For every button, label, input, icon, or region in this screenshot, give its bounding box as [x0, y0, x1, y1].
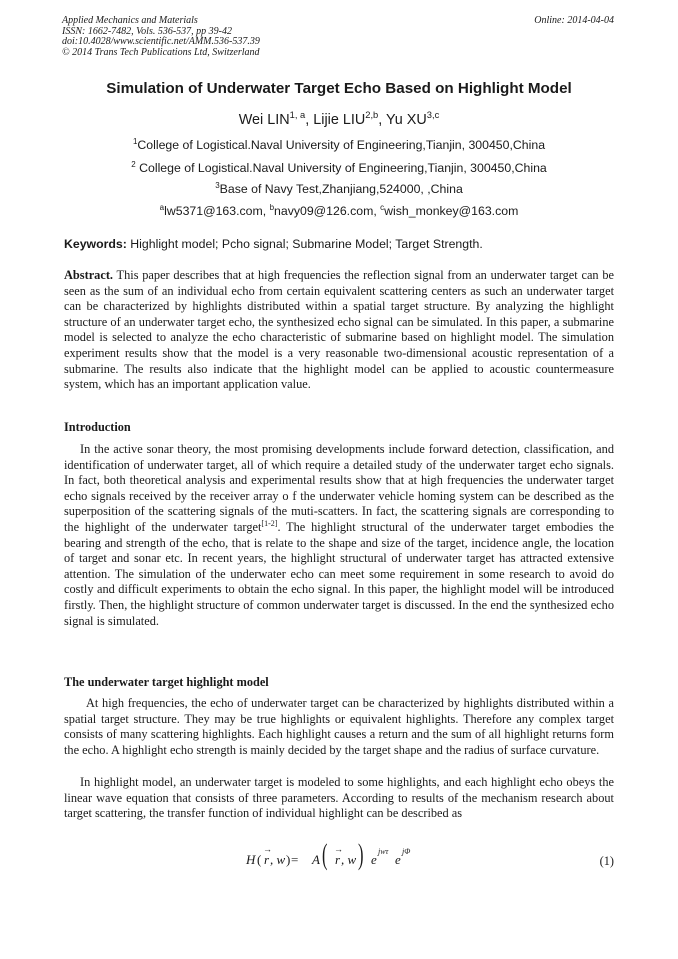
eq-exp-base: e	[371, 852, 377, 867]
introduction-paragraph	[64, 442, 614, 629]
journal-name: Applied Mechanics and Materials	[62, 15, 198, 26]
affiliation-mark: 3	[215, 180, 220, 190]
author-affiliation-mark: 3,c	[426, 110, 440, 121]
eq-amplitude: A	[312, 852, 320, 867]
email: lw5371@163.com,	[164, 204, 270, 218]
introduction-text: In the active sonar theory, the most promising developments include forward detection, classification, and identification of underwater target, all of which require a detailed study of the underwater target echo signals. In fact, both theoretical analysis and experimental results show that at high frequencies the underwater target echo signals received by the receiver array o f the underwater vehicle homing system can be described as the superposition of the scattering signals of the muti-scatters. In fact, the scattering signals are corresponding to the highlight of the underwater target	[64, 442, 614, 534]
doi: doi:10.4028/www.scientific.net/AMM.536-537.39	[62, 36, 260, 47]
eq-open-paren: (	[257, 852, 262, 867]
author-affiliation-mark: 2,b	[365, 110, 379, 121]
keywords-label: Keywords:	[64, 237, 127, 251]
copyright: © 2014 Trans Tech Publications Ltd, Switzerland	[62, 46, 260, 58]
email-mark: b	[269, 202, 275, 212]
affiliation-text: Base of Navy Test,Zhanjiang,524000, ,China	[219, 182, 463, 196]
email-mark: a	[159, 202, 165, 212]
section-heading-highlight-model: The underwater target highlight model	[64, 675, 269, 689]
affiliation-mark: 2	[131, 159, 136, 169]
eq-arg: , w	[270, 852, 286, 867]
email-mark: c	[380, 202, 385, 212]
author-separator: ,	[305, 112, 314, 128]
author-separator: ,	[378, 112, 386, 128]
section-heading-introduction: Introduction	[64, 420, 131, 434]
citation-ref: [1-2]	[261, 518, 278, 528]
eq-var-r: r	[264, 852, 270, 867]
eq-func: H	[246, 852, 256, 867]
vector-arrow-icon: →	[334, 844, 343, 854]
eq-exponent: jwτ	[378, 847, 389, 856]
eq-big-close-paren: )	[358, 838, 364, 871]
abstract-label: Abstract.	[64, 268, 114, 282]
issn: ISSN: 1662-7482, Vols. 536-537, pp 39-42	[62, 25, 232, 37]
author-name: Lijie LIU	[313, 112, 366, 128]
eq-arg: , w	[341, 852, 357, 867]
equation-number: (1)	[599, 854, 614, 868]
eq-close-paren: )	[286, 852, 291, 867]
affiliation	[0, 138, 678, 152]
eq-exponent: jΦ	[402, 847, 411, 856]
author-affiliation-mark: 1, a	[289, 110, 306, 121]
email: wish_monkey@163.com	[384, 204, 519, 218]
affiliation	[0, 161, 678, 175]
keywords-text: Highlight model; Pcho signal; Submarine Model; Target Strength.	[126, 237, 483, 251]
abstract	[64, 268, 614, 393]
affiliation	[0, 182, 678, 196]
journal-header	[62, 16, 260, 58]
vector-arrow-icon: →	[263, 844, 272, 854]
keywords	[64, 237, 616, 251]
eq-var-r: r	[335, 852, 341, 867]
affiliation-text: College of Logistical.Naval University of Engineering,Tianjin, 300450,China	[137, 138, 546, 152]
eq-exp-base: e	[395, 852, 401, 867]
eq-big-open-paren: (	[322, 838, 328, 871]
equation-1	[64, 838, 614, 880]
affiliation-text: College of Logistical.Naval University of Engineering,Tianjin, 300450,China	[135, 161, 547, 175]
introduction-text-continued: . The highlight structural of the underwater target embodies the bearing and strength of the echo, that is relate to the shape and size of the target, incidence angle, the location of target and sonar etc. In recent years, the highlight structural of underwater target has attracted extensive attention. The simulation of the underwater echo can meet some requirement in some research to avoid do costly and difficult experiments to obtain the echo signal. In this paper, the highlight model will be introduced firstly. Then, the highlight structure of common underwater target is discussed. In the end the synthesized echo signal is simulated.	[64, 519, 614, 628]
highlight-paragraph: In highlight model, an underwater target is modeled to some highlights, and each highlight echo obeys the linear wave equation that consists of three parameters. According to results of the mechanism research about target scattering, the transfer function of individual highlight can be described as	[64, 775, 614, 821]
affiliation-mark: 1	[132, 136, 138, 146]
author-name: Wei LIN	[238, 112, 290, 128]
paper-title: Simulation of Underwater Target Echo Based on Highlight Model	[106, 80, 572, 97]
author-list	[0, 112, 678, 128]
online-date: Online: 2014-04-04	[534, 15, 614, 26]
eq-equals: =	[291, 852, 299, 867]
author-name: Yu XU	[386, 112, 427, 128]
email: navy09@126.com,	[274, 204, 381, 218]
email-list	[0, 204, 678, 218]
highlight-paragraph: At high frequencies, the echo of underwater target can be characterized by highlights distributed within a spatial target structure. They may be true highlights or equivalent highlights. Therefore any complex target consists of many scattering highlights. Each highlight causes a return and the sum of all highlight returns form the echo. A highlight echo strength is mainly decided by the target shape and the radius of surface curvature.	[64, 696, 614, 757]
abstract-text: This paper describes that at high frequencies the reflection signal from an underwater target can be seen as the sum of an individual echo from certain equivalent scattering centers as such an underwater target can be characterized by highlights distributed within a spatial target structure. By analyzing the highlight structure of an underwater target echo, the synthesized echo signal can be simulated. In this paper, a submarine model is selected to analyze the echo characteristic of submarine based on highlight model. The simulation experiment results show that the model is a very reasonable two-dimensional acoustic representation of a submarine. The results also indicate that the highlight model can be applied to acoustic countermeasure system, which has an important application value.	[64, 268, 614, 392]
